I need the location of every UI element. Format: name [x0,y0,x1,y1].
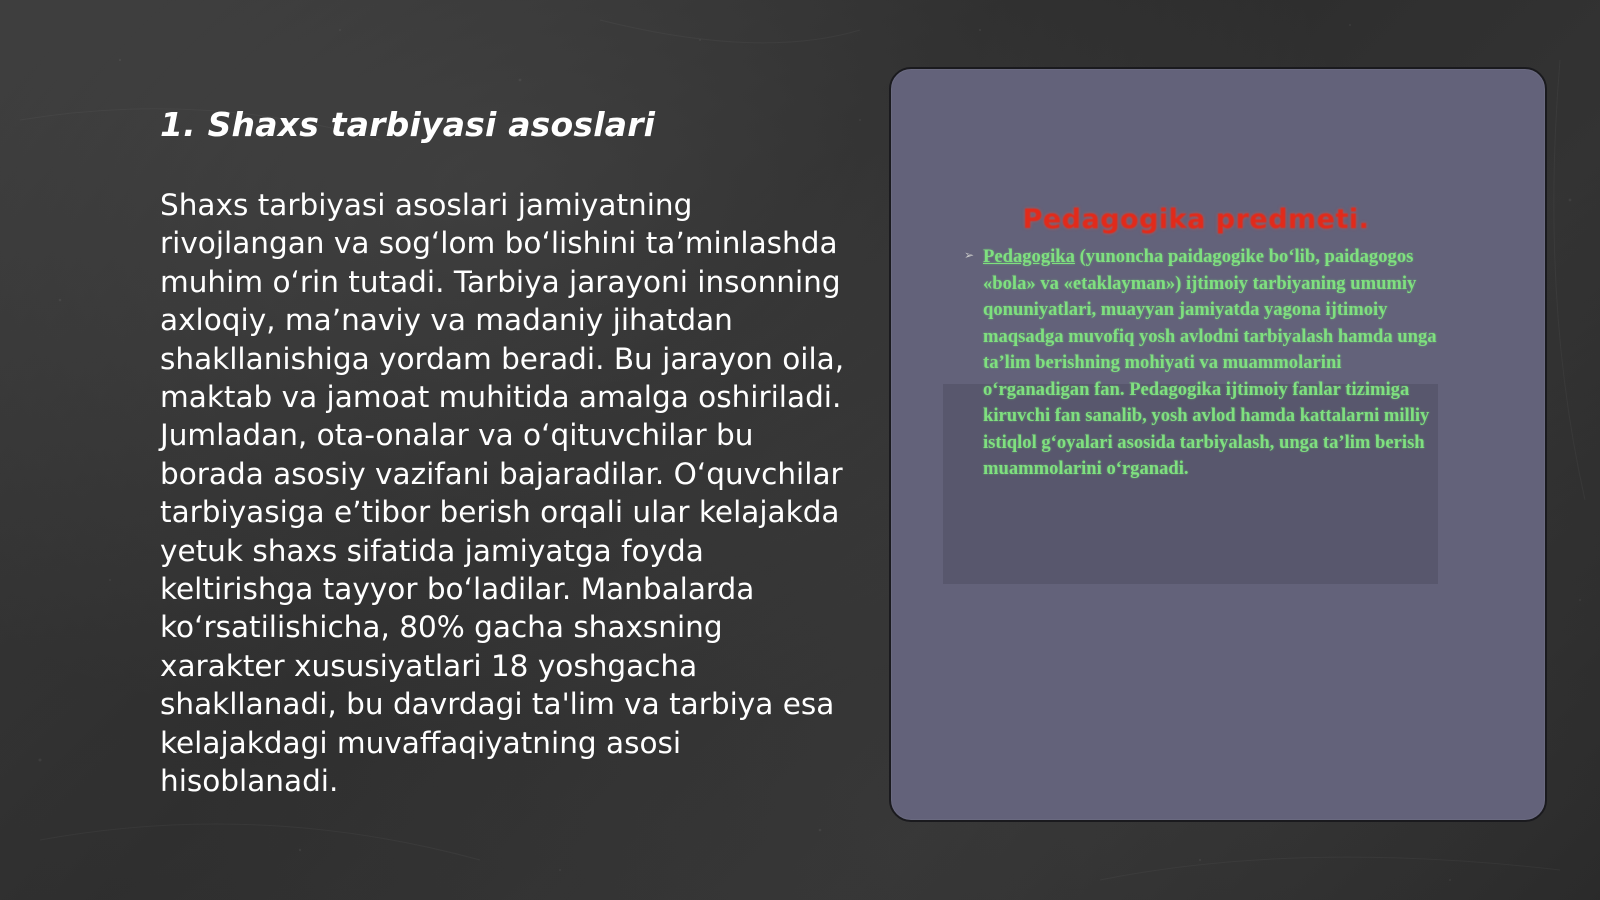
slide-title: 1. Shaxs tarbiyasi asoslari [160,105,656,144]
slide-body-text: Shaxs tarbiyasi asoslari jamiyatning rivojlangan va sogʻlom boʻlishini taʼminlashda muhim oʻrin tutadi. Tarbiya jarayoni insonning axloqiy, maʼnaviy va madaniy jihatdan shakllanishiga yordam beradi. Bu jarayon oila, maktab va jamoat muhitida amalga oshiriladi. Jumladan, ota-onalar va oʻqituvchilar bu borada asosiy vazifani bajaradilar. Oʻquvchilar tarbiyasiga eʼtibor berish orqali ular kelajakda yetuk shaxs sifatida jamiyatga foyda keltirishga tayyor boʻladilar. Manbalarda koʻrsatilishicha, 80% gacha shaxsning xarakter xususiyatlari 18 yoshgacha shakllanadi, bu davrdagi ta'lim va tarbiya esa kelajakdagi muvaffaqiyatning asosi hisoblanadi. [160,188,845,799]
arrow-bullet-icon: ➢ [964,248,975,262]
embedded-slide-content [951,204,1491,644]
embedded-slide-image [889,67,1547,822]
embedded-slide-title: Pedagogika predmeti. [1022,204,1370,235]
embedded-slide-term: Pedagogika [983,246,1075,267]
embedded-slide-definition: (yunoncha paidagogike boʻlib, paidagogos «bola» va «etaklayman») ijtimoiy tarbiyaning umumiy qonuniyatlari, muayyan jamiyatda yagona ijtimoiy maqsadga muvofiq yosh avlodni tarbiyalash hamda unga taʼlim berishning mohiyati va muammolarini oʻrganadigan fan. Pedagogika ijtimoiy fanlar tizimiga kiruvchi fan sanalib, yosh avlod hamda kattalarni milliy istiqlol gʻoyalari asosida tarbiyalash, unga taʼlim berish muammolarini oʻrganadi. [983,246,1437,479]
embedded-slide-paragraph [983,244,1443,483]
